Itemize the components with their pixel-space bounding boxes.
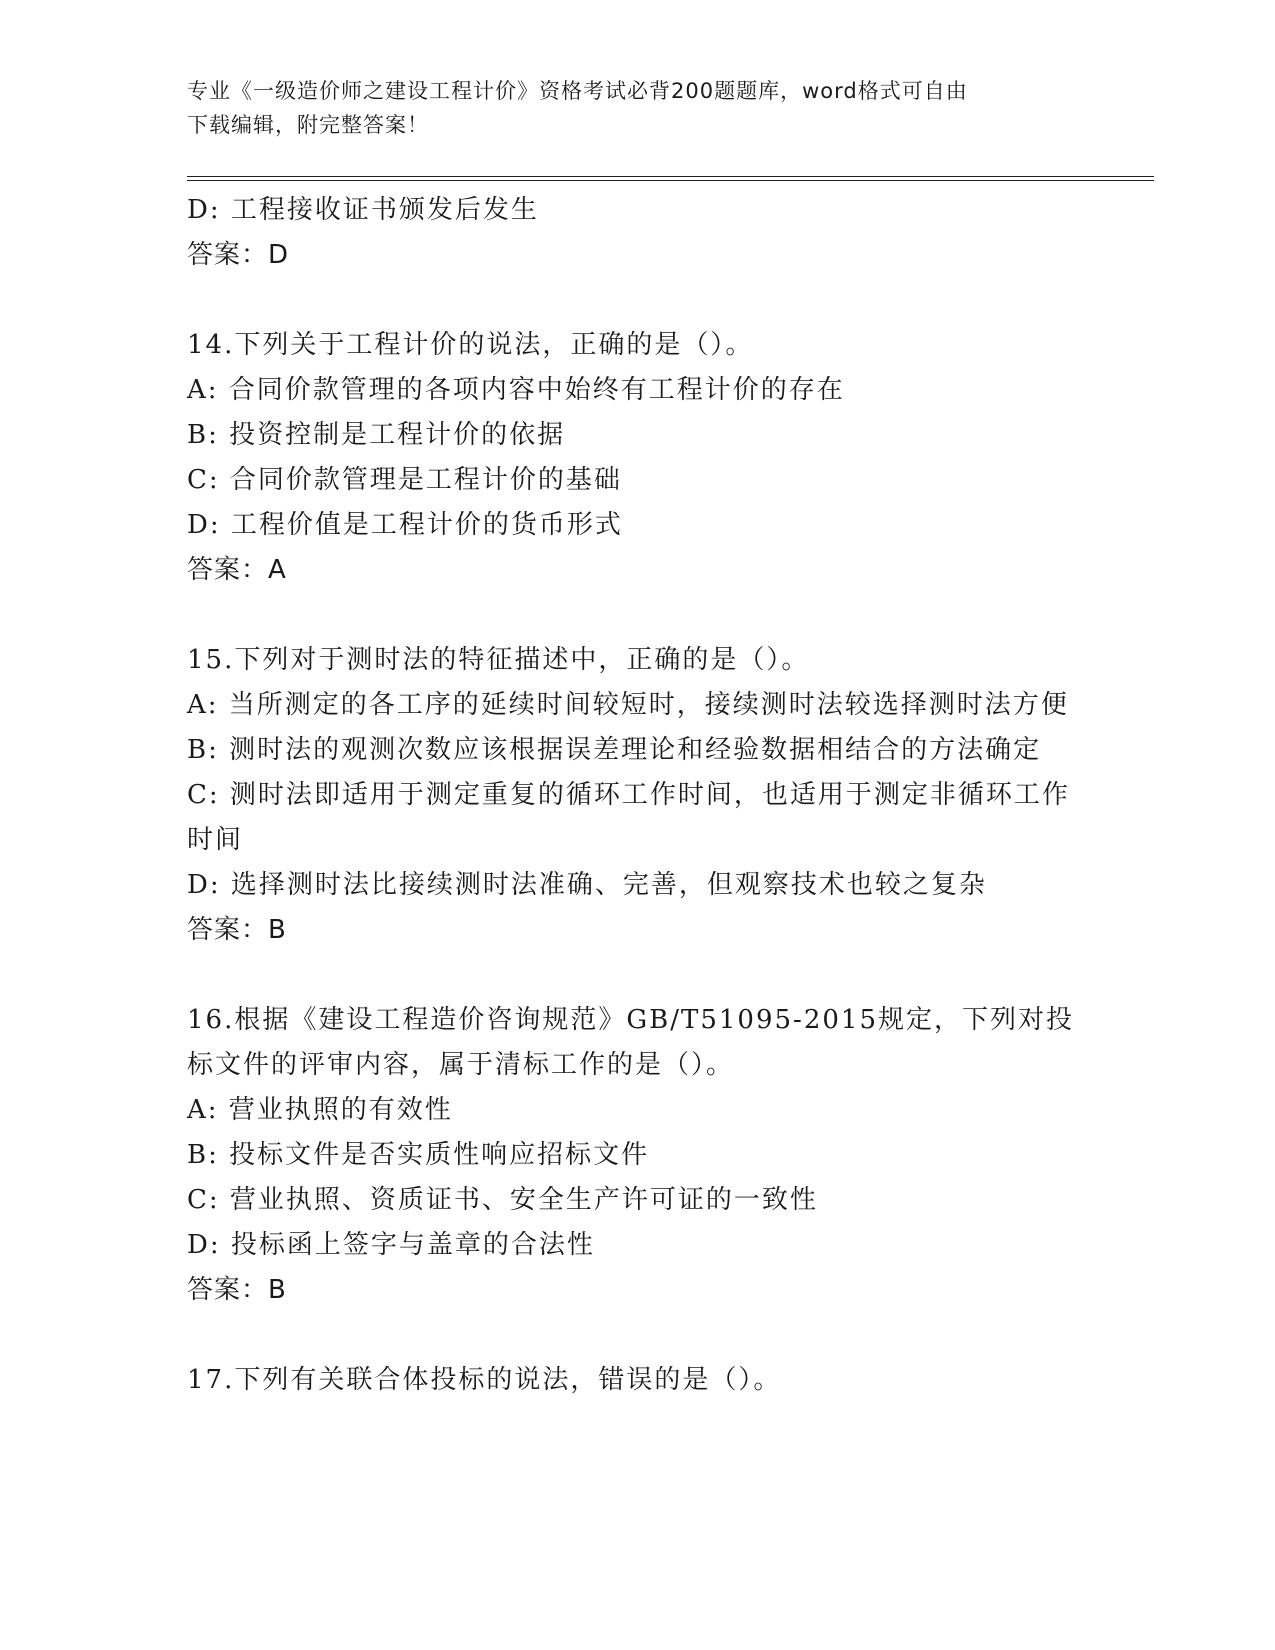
- header-line-1: 专业《一级造价师之建设工程计价》资格考试必背200题题库，word格式可自由: [187, 79, 968, 103]
- question-stem: 17.下列有关联合体投标的说法，错误的是（）。: [187, 1365, 782, 1395]
- question-15: [187, 638, 1087, 953]
- answer-line: 答案：B: [187, 1275, 287, 1305]
- carryover-question: [187, 188, 1087, 278]
- option-a: A: 合同价款管理的各项内容中始终有工程计价的存在: [187, 375, 845, 405]
- answer-line: 答案：B: [187, 915, 287, 945]
- option-c: C: 测时法即适用于测定重复的循环工作时间，也适用于测定非循环工作时间: [187, 780, 1070, 855]
- option-b: B: 投资控制是工程计价的依据: [187, 420, 566, 450]
- header-divider: [187, 176, 1154, 181]
- option-b: B: 测时法的观测次数应该根据误差理论和经验数据相结合的方法确定: [187, 735, 1042, 765]
- header-line-2: 下载编辑，附完整答案！: [187, 113, 429, 137]
- answer-line: 答案：A: [187, 555, 287, 585]
- spacer: [187, 278, 1087, 323]
- question-stem: 15.下列对于测时法的特征描述中，正确的是（）。: [187, 645, 810, 675]
- option-c: C: 营业执照、资质证书、安全生产许可证的一致性: [187, 1185, 818, 1215]
- option-d: D: 工程价值是工程计价的货币形式: [187, 510, 623, 540]
- option-a: A: 当所测定的各工序的延续时间较短时，接续测时法较选择测时法方便: [187, 690, 1069, 720]
- question-17: [187, 1358, 1087, 1403]
- question-16: [187, 998, 1087, 1313]
- option-d: D: 工程接收证书颁发后发生: [187, 195, 539, 225]
- question-stem: 14.下列关于工程计价的说法，正确的是（）。: [187, 330, 754, 360]
- spacer: [187, 953, 1087, 998]
- question-stem: 16.根据《建设工程造价咨询规范》GB/T51095-2015规定，下列对投标文件的评审内容，属于清标工作的是（）。: [187, 1005, 1074, 1080]
- question-14: [187, 323, 1087, 593]
- option-b: B: 投标文件是否实质性响应招标文件: [187, 1140, 650, 1170]
- spacer: [187, 593, 1087, 638]
- option-c: C: 合同价款管理是工程计价的基础: [187, 465, 622, 495]
- option-d: D: 选择测时法比接续测时法准确、完善，但观察技术也较之复杂: [187, 870, 987, 900]
- question-content: [187, 188, 1087, 1403]
- document-header: [187, 74, 1067, 142]
- option-d: D: 投标函上签字与盖章的合法性: [187, 1230, 595, 1260]
- spacer: [187, 1313, 1087, 1358]
- option-a: A: 营业执照的有效性: [187, 1095, 453, 1125]
- answer-line: 答案：D: [187, 240, 290, 270]
